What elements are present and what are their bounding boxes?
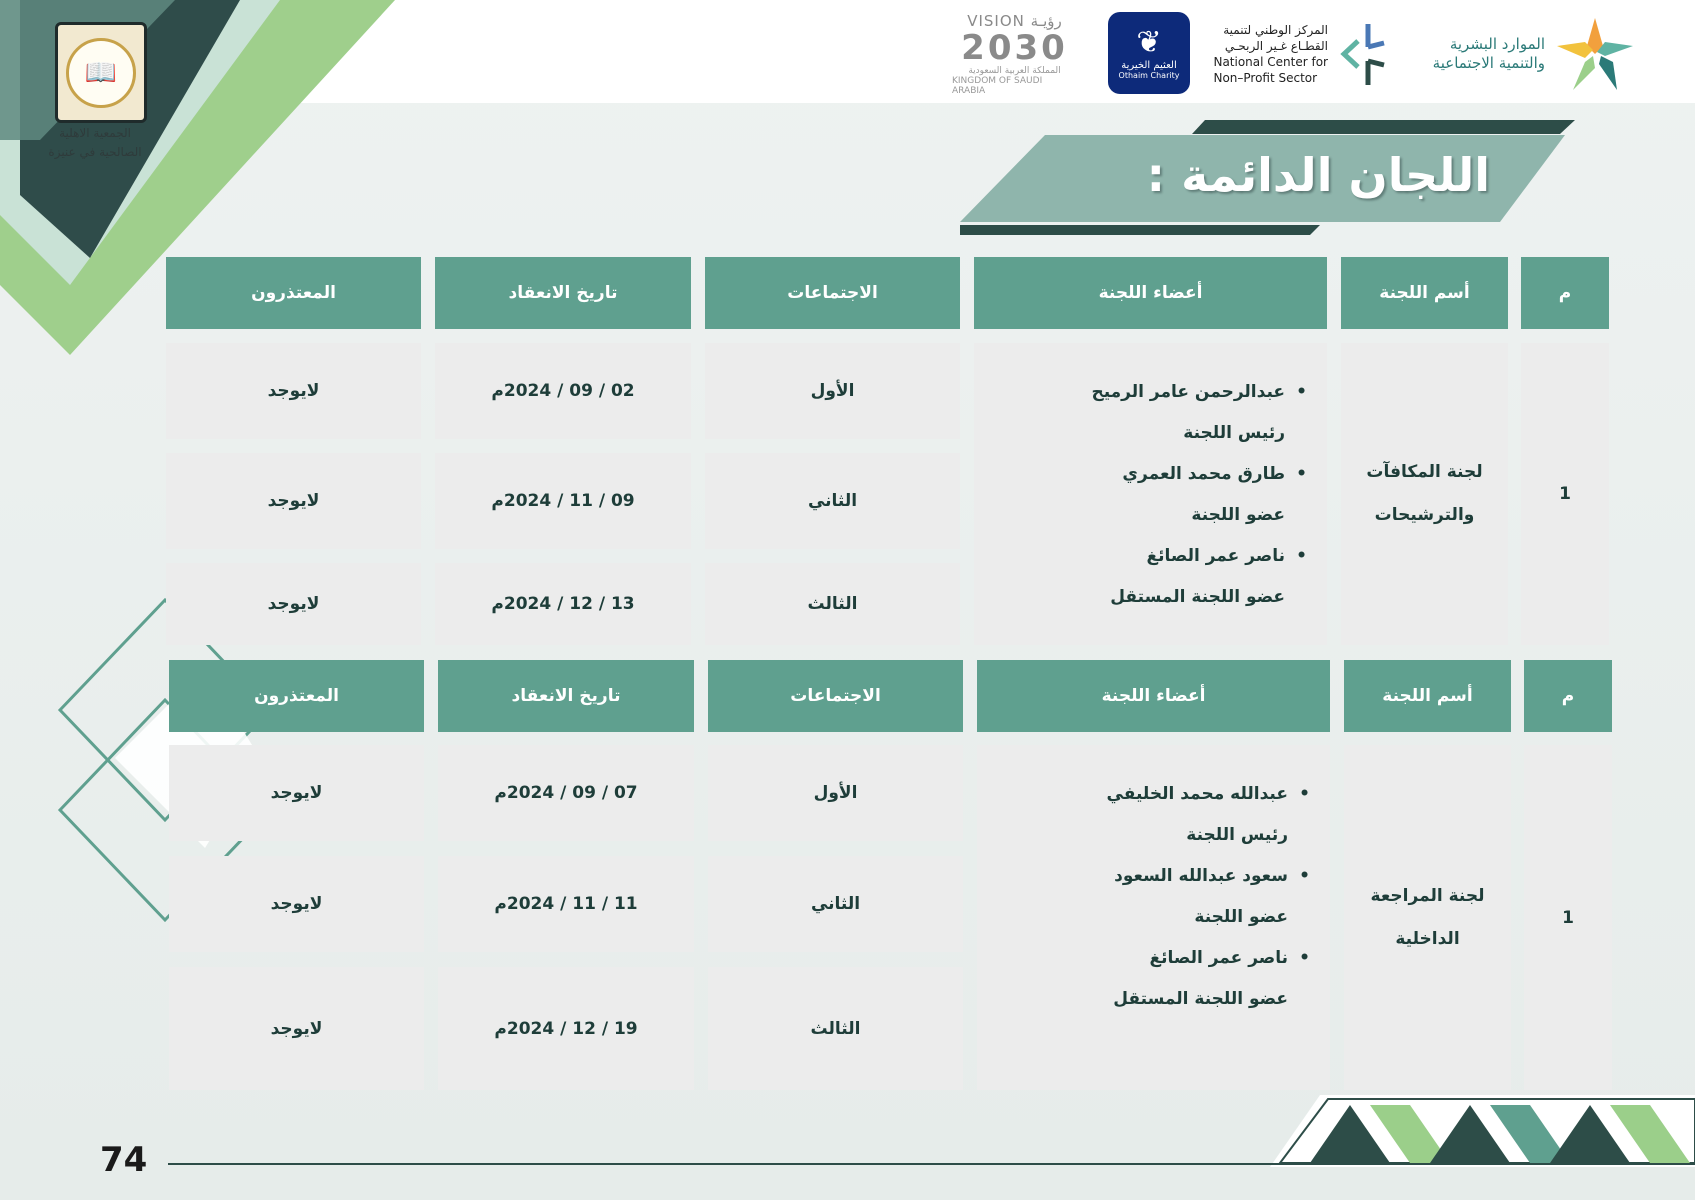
header-num: م (1521, 257, 1609, 329)
vision-2030-logo: VISION رؤيـة 2030 المملكة العربية السعودية KINGDOM OF SAUDI ARABIA (952, 12, 1068, 96)
member-item: • سعود عبدالله السعود عضو اللجنة (1107, 856, 1288, 938)
page-title: اللجان الدائمة : (1146, 148, 1490, 202)
header-meetings: الاجتماعات (708, 660, 963, 732)
organization-logo (55, 22, 147, 123)
member-item: • عبدالله محمد الخليفي رئيس اللجنة (1107, 774, 1288, 856)
member-item: • ناصر عمر الصائغ عضو اللجنة المستقل (1091, 536, 1285, 618)
committee-members (977, 745, 1330, 1090)
book-seal-icon: 📖 (66, 38, 136, 108)
meeting-date: 19 / 12 / 2024م (438, 967, 694, 1090)
ncnp-logo: المركز الوطني لتنمية القطـاع غـير الربحـي National Center for Non–Profit Sector (1208, 12, 1388, 96)
footer-divider (168, 1163, 1695, 1165)
member-item: • طارق محمد العمري عضو اللجنة (1091, 454, 1285, 536)
meeting-absent: لايوجد (169, 856, 424, 952)
header-num: م (1524, 660, 1612, 732)
othaim-charity-logo: ❦ العثيم الخيرية Othaim Charity (1108, 12, 1190, 94)
meeting-absent: لايوجد (166, 453, 421, 549)
meeting-absent: لايوجد (166, 343, 421, 439)
ncnp-arrows-icon (1338, 19, 1388, 89)
meeting-absent: لايوجد (166, 563, 421, 645)
meeting-label: الثالث (705, 563, 960, 645)
meeting-label: الأول (708, 745, 963, 841)
header-absent: المعتذرون (166, 257, 421, 329)
meeting-date: 02 / 09 / 2024م (435, 343, 691, 439)
committee-members (974, 343, 1327, 645)
organization-name: الجمعية الاهلية الصالحية في عنيزة (48, 126, 142, 159)
hrsd-star-icon (1555, 16, 1635, 92)
header-date: تاريخ الانعقاد (438, 660, 694, 732)
meeting-date: 11 / 11 / 2024م (438, 856, 694, 952)
meeting-label: الثاني (708, 856, 963, 952)
header-absent: المعتذرون (169, 660, 424, 732)
meeting-label: الثالث (708, 967, 963, 1090)
committee-number: 1 (1521, 343, 1609, 645)
title-banner (960, 120, 1580, 235)
meeting-label: الثاني (705, 453, 960, 549)
committee-name: لجنة المراجعة الداخلية (1344, 745, 1511, 1090)
meeting-label: الأول (705, 343, 960, 439)
meeting-date: 09 / 11 / 2024م (435, 453, 691, 549)
meeting-absent: لايوجد (169, 745, 424, 841)
header-committee-name: أسم اللجنة (1344, 660, 1511, 732)
header-date: تاريخ الانعقاد (435, 257, 691, 329)
member-item: • ناصر عمر الصائغ عضو اللجنة المستقل (1107, 938, 1288, 1020)
hrsd-logo: الموارد البشرية والتنمية الاجتماعية (1405, 12, 1635, 96)
meeting-date: 13 / 12 / 2024م (435, 563, 691, 645)
header-committee-name: أسم اللجنة (1341, 257, 1508, 329)
header-meetings: الاجتماعات (705, 257, 960, 329)
committee-number: 1 (1524, 745, 1612, 1090)
committee-name: لجنة المكافآت والترشيحات (1341, 343, 1508, 645)
decorative-footer-pattern (1270, 1095, 1695, 1167)
page-number: 74 (100, 1140, 148, 1180)
sprout-icon: ❦ (1136, 25, 1162, 60)
header-members: أعضاء اللجنة (977, 660, 1330, 732)
meeting-date: 07 / 09 / 2024م (438, 745, 694, 841)
member-item: • عبدالرحمن عامر الرميح رئيس اللجنة (1091, 372, 1285, 454)
header-members: أعضاء اللجنة (974, 257, 1327, 329)
meeting-absent: لايوجد (169, 967, 424, 1090)
